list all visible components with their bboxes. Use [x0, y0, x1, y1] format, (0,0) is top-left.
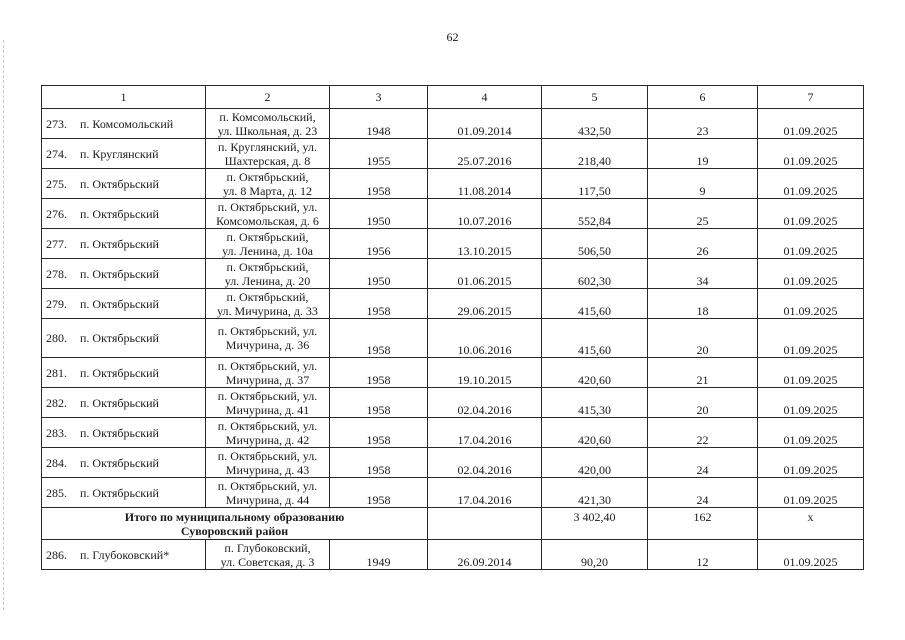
year-cell: 1958 — [330, 289, 428, 319]
term-cell: 01.09.2025 — [758, 289, 864, 319]
row-number: 277. — [46, 236, 67, 251]
area-cell: 432,50 — [542, 109, 648, 139]
settlement-name: п. Октябрьский — [80, 395, 159, 410]
settlement-cell — [42, 109, 206, 139]
address-line-2: Мичурина, д. 44 — [225, 492, 310, 507]
address-cell — [206, 139, 330, 169]
settlement-cell — [42, 259, 206, 289]
table-body-280 — [42, 319, 864, 358]
area-cell: 218,40 — [542, 139, 648, 169]
table-header-row — [42, 86, 864, 109]
date-cell: 01.06.2015 — [428, 259, 542, 289]
address-line-1: п. Октябрьский, ул. — [217, 448, 318, 463]
year-cell: 1956 — [330, 229, 428, 259]
column-header: 4 — [428, 86, 542, 109]
total-area-cell: 3 402,40 — [542, 508, 648, 540]
table-row — [42, 199, 864, 229]
address-line-1: п. Круглянский, ул. — [218, 139, 317, 154]
row-number: 282. — [46, 395, 67, 410]
total-empty-cell — [428, 508, 542, 540]
area-cell: 415,60 — [542, 319, 648, 358]
address-line-2: ул. Советская, д. 3 — [220, 554, 315, 569]
date-cell: 17.04.2016 — [428, 418, 542, 448]
column-header: 2 — [206, 86, 330, 109]
settlement-cell — [42, 139, 206, 169]
settlement-name: п. Круглянский — [80, 146, 159, 161]
term-cell: 01.09.2025 — [758, 169, 864, 199]
count-cell: 25 — [648, 199, 758, 229]
settlement-name: п. Глубоковский* — [80, 547, 170, 562]
address-line-1: п. Глубоковский, — [224, 540, 311, 555]
address-cell — [206, 289, 330, 319]
address-line-1: п. Октябрьский, — [226, 259, 309, 274]
settlement-cell — [42, 358, 206, 388]
term-cell: 01.09.2025 — [758, 319, 864, 358]
term-cell: 01.09.2025 — [758, 358, 864, 388]
count-cell: 24 — [648, 448, 758, 478]
row-number: 279. — [46, 296, 67, 311]
address-line-2: Мичурина, д. 41 — [225, 402, 310, 417]
settlement-name: п. Октябрьский — [80, 425, 159, 440]
total-row — [42, 508, 864, 540]
date-cell: 10.07.2016 — [428, 199, 542, 229]
date-cell: 01.09.2014 — [428, 109, 542, 139]
settlement-name: п. Комсомольский — [80, 116, 174, 131]
count-cell: 26 — [648, 229, 758, 259]
area-cell: 415,60 — [542, 289, 648, 319]
address-line-1: п. Октябрьский, ул. — [217, 388, 318, 403]
address-cell — [206, 199, 330, 229]
table-row — [42, 388, 864, 418]
address-cell — [206, 169, 330, 199]
area-cell: 602,30 — [542, 259, 648, 289]
row-number: 276. — [46, 206, 67, 221]
settlement-cell — [42, 169, 206, 199]
address-cell — [206, 259, 330, 289]
settlement-name: п. Октябрьский — [80, 485, 159, 500]
settlement-cell — [42, 478, 206, 508]
settlement-name: п. Октябрьский — [80, 266, 159, 281]
year-cell: 1958 — [330, 478, 428, 508]
date-cell: 02.04.2016 — [428, 388, 542, 418]
address-line-1: п. Октябрьский, — [226, 229, 309, 244]
year-cell: 1958 — [330, 169, 428, 199]
settlement-cell — [42, 388, 206, 418]
count-cell: 18 — [648, 289, 758, 319]
page-number: 62 — [446, 30, 459, 44]
year-cell: 1958 — [330, 448, 428, 478]
date-cell: 29.06.2015 — [428, 289, 542, 319]
address-cell — [206, 358, 330, 388]
date-cell: 19.10.2015 — [428, 358, 542, 388]
row-number: 285. — [46, 485, 67, 500]
count-cell: 22 — [648, 418, 758, 448]
count-cell: 20 — [648, 319, 758, 358]
year-cell: 1958 — [330, 358, 428, 388]
address-line-2: Мичурина, д. 37 — [225, 372, 310, 387]
address-line-1: п. Октябрьский, ул. — [217, 358, 318, 373]
row-number: 275. — [46, 176, 67, 191]
table-row — [42, 289, 864, 319]
table-body-a — [42, 109, 864, 319]
year-cell: 1948 — [330, 109, 428, 139]
column-header: 1 — [42, 86, 206, 109]
settlement-cell — [42, 319, 206, 358]
area-cell: 420,60 — [542, 358, 648, 388]
date-cell: 02.04.2016 — [428, 448, 542, 478]
area-cell: 90,20 — [542, 540, 648, 570]
row-number: 284. — [46, 455, 67, 470]
date-cell: 11.08.2014 — [428, 169, 542, 199]
table-body-total — [42, 508, 864, 570]
row-number: 273. — [46, 116, 67, 131]
address-line-1: п. Октябрьский, ул. — [217, 478, 318, 493]
term-cell: 01.09.2025 — [758, 139, 864, 169]
address-line-1: п. Октябрьский, — [226, 289, 309, 304]
table-row — [42, 448, 864, 478]
year-cell: 1950 — [330, 259, 428, 289]
total-label-cell — [42, 508, 428, 540]
address-cell — [206, 319, 330, 358]
date-cell: 26.09.2014 — [428, 540, 542, 570]
address-cell — [206, 448, 330, 478]
term-cell: 01.09.2025 — [758, 388, 864, 418]
settlement-cell — [42, 540, 206, 570]
term-cell: 01.09.2025 — [758, 478, 864, 508]
table-row — [42, 229, 864, 259]
settlement-name: п. Октябрьский — [80, 206, 159, 221]
row-number: 283. — [46, 425, 67, 440]
column-header: 5 — [542, 86, 648, 109]
address-line-2: Мичурина, д. 42 — [225, 432, 310, 447]
total-label-line-2: Суворовский район — [180, 523, 289, 538]
table-row — [42, 169, 864, 199]
row-number: 278. — [46, 266, 67, 281]
address-cell — [206, 109, 330, 139]
area-cell: 552,84 — [542, 199, 648, 229]
housing-registry-table — [41, 85, 864, 570]
year-cell: 1958 — [330, 388, 428, 418]
term-cell: 01.09.2025 — [758, 199, 864, 229]
date-cell: 17.04.2016 — [428, 478, 542, 508]
settlement-cell — [42, 289, 206, 319]
column-header: 7 — [758, 86, 864, 109]
area-cell: 415,30 — [542, 388, 648, 418]
total-count-cell: 162 — [648, 508, 758, 540]
area-cell: 117,50 — [542, 169, 648, 199]
area-cell: 421,30 — [542, 478, 648, 508]
count-cell: 23 — [648, 109, 758, 139]
column-header: 6 — [648, 86, 758, 109]
address-line-2: ул. Школьная, д. 23 — [217, 123, 318, 138]
table-row — [42, 540, 864, 570]
address-line-2: Мичурина, д. 36 — [225, 338, 310, 352]
address-cell — [206, 478, 330, 508]
row-number: 274. — [46, 146, 67, 161]
settlement-cell — [42, 448, 206, 478]
address-cell — [206, 540, 330, 570]
settlement-name: п. Октябрьский — [80, 455, 159, 470]
total-label-line-1: Итого по муниципальному образованию — [124, 509, 345, 524]
year-cell: 1949 — [330, 540, 428, 570]
count-cell: 34 — [648, 259, 758, 289]
address-line-2: Комсомольская, д. 6 — [216, 213, 319, 228]
table-body-b — [42, 358, 864, 508]
settlement-cell — [42, 229, 206, 259]
settlement-cell — [42, 418, 206, 448]
address-cell — [206, 229, 330, 259]
settlement-name: п. Октябрьский — [80, 331, 159, 345]
term-cell: 01.09.2025 — [758, 540, 864, 570]
settlement-name: п. Октябрьский — [80, 365, 159, 380]
scan-edge-mark — [3, 40, 4, 610]
count-cell: 9 — [648, 169, 758, 199]
count-cell: 12 — [648, 540, 758, 570]
count-cell: 21 — [648, 358, 758, 388]
address-line-1: п. Комсомольский, — [219, 109, 316, 124]
table-row — [42, 139, 864, 169]
address-cell — [206, 418, 330, 448]
address-line-1: п. Октябрьский, ул. — [217, 199, 318, 214]
table-row — [42, 259, 864, 289]
settlement-name: п. Октябрьский — [80, 176, 159, 191]
address-line-2: ул. 8 Марта, д. 12 — [222, 183, 313, 198]
settlement-cell — [42, 199, 206, 229]
count-cell: 19 — [648, 139, 758, 169]
year-cell: 1950 — [330, 199, 428, 229]
total-term-cell: х — [758, 508, 864, 540]
address-line-2: Мичурина, д. 43 — [225, 462, 310, 477]
count-cell: 20 — [648, 388, 758, 418]
table-row — [42, 418, 864, 448]
address-line-1: п. Октябрьский, ул. — [217, 324, 318, 338]
column-header: 3 — [330, 86, 428, 109]
term-cell: 01.09.2025 — [758, 259, 864, 289]
count-cell: 24 — [648, 478, 758, 508]
area-cell: 420,00 — [542, 448, 648, 478]
year-cell: 1958 — [330, 418, 428, 448]
term-cell: 01.09.2025 — [758, 448, 864, 478]
address-line-2: ул. Ленина, д. 20 — [224, 273, 311, 288]
table-row — [42, 109, 864, 139]
area-cell: 506,50 — [542, 229, 648, 259]
term-cell: 01.09.2025 — [758, 229, 864, 259]
address-line-1: п. Октябрьский, — [226, 169, 309, 184]
address-line-1: п. Октябрьский, ул. — [217, 418, 318, 433]
date-cell: 25.07.2016 — [428, 139, 542, 169]
address-line-2: ул. Ленина, д. 10а — [222, 243, 313, 258]
address-cell — [206, 388, 330, 418]
row-number: 281. — [46, 365, 67, 380]
date-cell: 13.10.2015 — [428, 229, 542, 259]
term-cell: 01.09.2025 — [758, 109, 864, 139]
date-cell: 10.06.2016 — [428, 319, 542, 358]
year-cell: 1958 — [330, 319, 428, 358]
table-row — [42, 478, 864, 508]
year-cell: 1955 — [330, 139, 428, 169]
settlement-name: п. Октябрьский — [80, 236, 159, 251]
address-line-2: Шахтерская, д. 8 — [224, 153, 311, 168]
row-number: 286. — [46, 547, 67, 562]
address-line-2: ул. Мичурина, д. 33 — [217, 303, 318, 318]
table-row — [42, 358, 864, 388]
area-cell: 420,60 — [542, 418, 648, 448]
row-number: 280. — [46, 331, 67, 345]
term-cell: 01.09.2025 — [758, 418, 864, 448]
table-row — [42, 319, 864, 358]
settlement-name: п. Октябрьский — [80, 296, 159, 311]
